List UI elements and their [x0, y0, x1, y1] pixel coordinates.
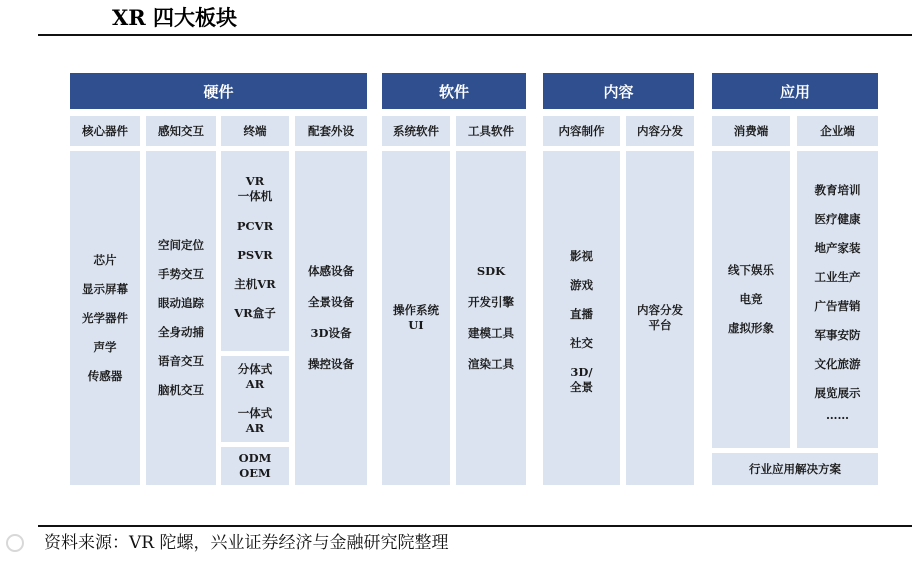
- list-item: 体感设备: [308, 264, 354, 278]
- list-item: ……: [826, 408, 849, 422]
- terminal-vr-list: [221, 151, 289, 351]
- list-item: 教育培训: [814, 183, 861, 197]
- subheader-perception-interaction: 感知交互: [146, 116, 216, 146]
- content-distribution-list: [626, 151, 694, 485]
- section-header-content: 内容: [543, 73, 694, 109]
- tool-software-list: [456, 151, 526, 485]
- list-item: 全景: [570, 379, 593, 394]
- list-item: 操控设备: [308, 357, 354, 371]
- subheader-enterprise: 企业端: [797, 116, 878, 146]
- list-item: 3D设备: [310, 326, 352, 340]
- section-header-application: 应用: [712, 73, 878, 109]
- list-item: PCVR: [236, 219, 274, 233]
- section-header-hardware: 硬件: [70, 73, 367, 109]
- list-item: 虚拟形象: [728, 321, 774, 335]
- list-item: 光学器件: [82, 310, 128, 325]
- section-header-software: 软件: [382, 73, 526, 109]
- list-item: 3D/: [570, 364, 593, 379]
- subheader-consumer: 消费端: [712, 116, 790, 146]
- list-item: 手势交互: [158, 267, 204, 281]
- list-item: 主机VR: [234, 277, 276, 291]
- peripherals-list: [295, 151, 367, 485]
- terminal-oem-list: [221, 447, 289, 485]
- list-item: OEM: [239, 466, 271, 480]
- list-item: 内容分发: [637, 303, 683, 317]
- enterprise-list: [797, 151, 878, 448]
- list-item: 声学: [93, 339, 117, 354]
- list-item: 建模工具: [468, 326, 514, 340]
- subheader-core-components: 核心器件: [70, 116, 140, 146]
- system-software-list: [382, 151, 450, 485]
- terminal-ar-list: [221, 356, 289, 442]
- list-item: 眼动追踪: [158, 296, 204, 310]
- list-item: 全景设备: [308, 295, 354, 309]
- list-item: 平台: [648, 318, 672, 332]
- list-item: 军事安防: [814, 328, 861, 342]
- list-item: VR盒子: [234, 306, 276, 320]
- consumer-list: [712, 151, 790, 448]
- list-item: 直播: [570, 306, 593, 321]
- list-item: 社交: [570, 335, 593, 350]
- list-item: UI: [408, 318, 424, 332]
- list-item: 开发引擎: [468, 295, 514, 309]
- source-note: 资料来源：VR 陀螺，兴业证券经济与金融研究院整理: [44, 533, 449, 553]
- subheader-content-production: 内容制作: [543, 116, 620, 146]
- top-divider: [38, 34, 912, 36]
- subheader-tool-software: 工具软件: [456, 116, 526, 146]
- list-item: 操作系统: [393, 303, 439, 317]
- subheader-terminal: 终端: [221, 116, 289, 146]
- list-item: 语音交互: [158, 354, 204, 368]
- list-item: 全身动捕: [158, 325, 204, 339]
- list-item: AR: [245, 421, 265, 435]
- subheader-content-distribution: 内容分发: [626, 116, 694, 146]
- list-item: 工业生产: [814, 270, 861, 284]
- list-item: 地产家装: [814, 241, 861, 255]
- industry-solutions-bar: 行业应用解决方案: [712, 453, 878, 485]
- list-item: 脑机交互: [158, 383, 204, 397]
- list-item: 文化旅游: [814, 357, 861, 371]
- subheader-system-software: 系统软件: [382, 116, 450, 146]
- watermark-icon: [6, 534, 24, 552]
- list-item: 渲染工具: [468, 357, 514, 371]
- list-item: SDK: [476, 264, 506, 278]
- list-item: 影视: [570, 248, 593, 263]
- bottom-divider: [38, 525, 912, 527]
- list-item: 显示屏幕: [82, 281, 128, 296]
- list-item: 一体式: [237, 406, 273, 420]
- perception-interaction-list: [146, 151, 216, 485]
- list-item: 展览展示: [814, 386, 861, 400]
- list-item: AR: [245, 377, 265, 391]
- content-production-list: [543, 151, 620, 485]
- list-item: PSVR: [237, 248, 273, 262]
- list-item: 电竞: [739, 292, 763, 306]
- list-item: ODM: [238, 451, 272, 465]
- page-title: XR 四大板块: [112, 5, 238, 30]
- list-item: 线下娱乐: [728, 263, 774, 277]
- list-item: 分体式: [237, 362, 273, 376]
- subheader-peripherals: 配套外设: [295, 116, 367, 146]
- list-item: 一体机: [237, 189, 273, 203]
- list-item: 游戏: [570, 277, 593, 292]
- list-item: 传感器: [87, 368, 123, 383]
- list-item: 芯片: [93, 252, 117, 267]
- list-item: 医疗健康: [814, 212, 861, 226]
- list-item: VR: [245, 174, 265, 188]
- list-item: 空间定位: [158, 238, 204, 252]
- list-item: 广告营销: [814, 299, 861, 313]
- core-components-list: [70, 151, 140, 485]
